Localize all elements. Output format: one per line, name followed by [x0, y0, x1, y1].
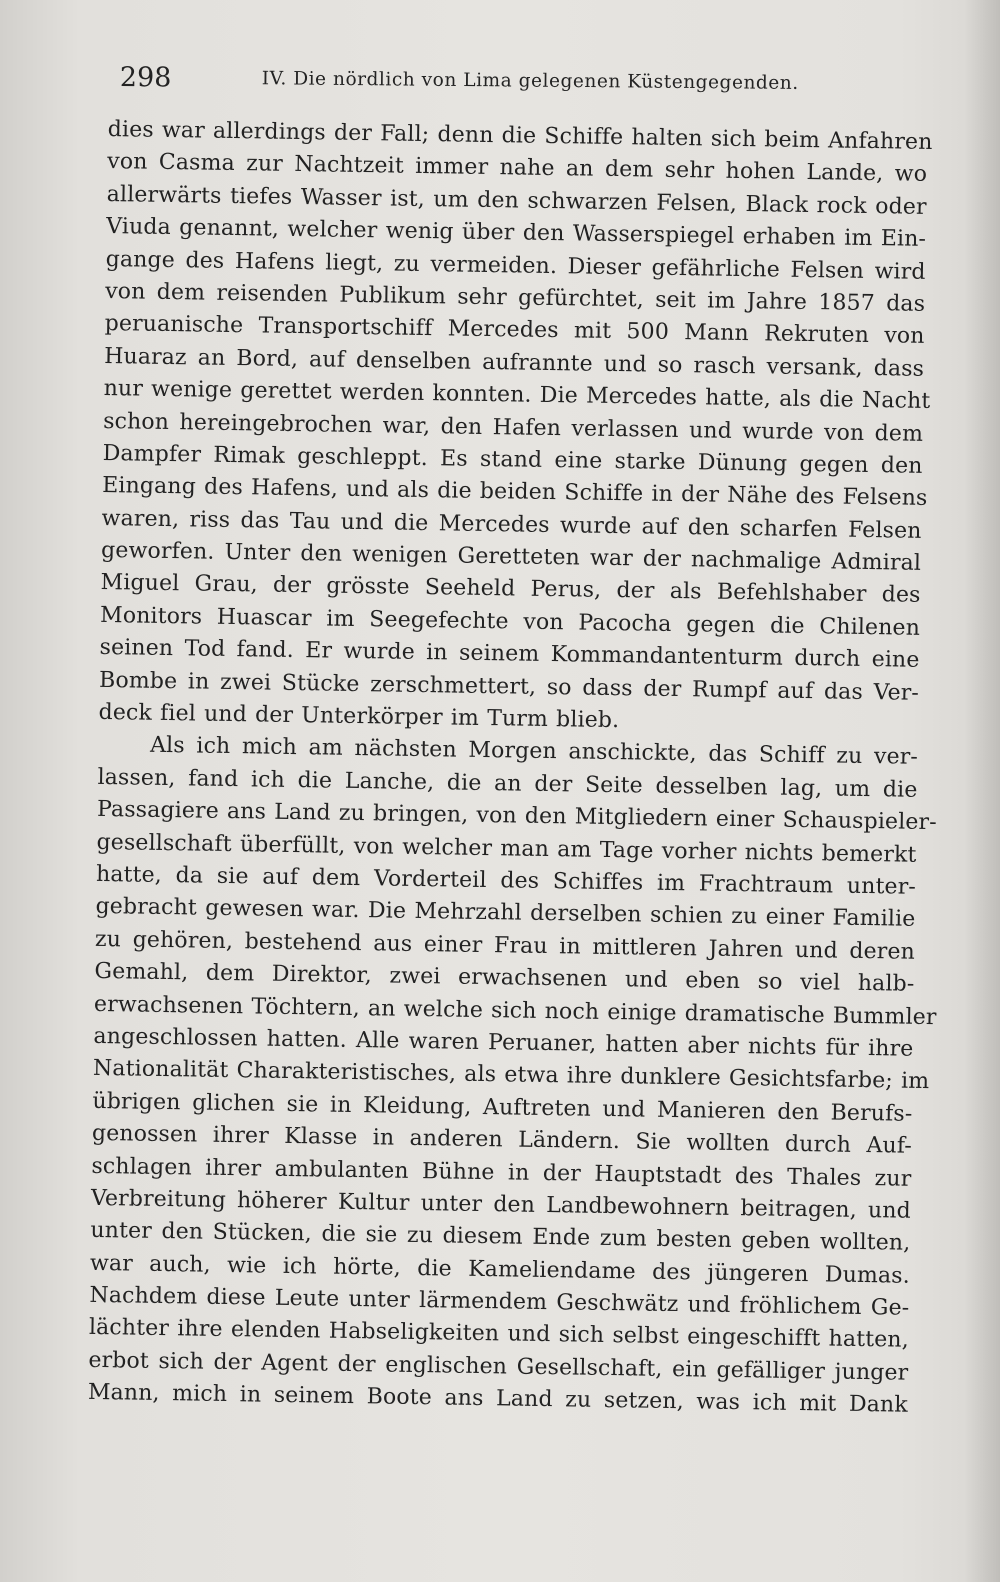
text-line: Eingang des Hafens, und als die beiden Schiffe in der Nähe des Felsens: [101, 473, 928, 512]
text-line: Passagiere ans Land zu bringen, von den Mitgliedern einer Schauspieler-: [96, 797, 937, 836]
text-line: geworfen. Unter den wenigen Geretteten war der nachmalige Admiral: [100, 538, 922, 576]
text-line: erwachsenen Töchtern, an welche sich noch einige dramatische Bummler: [93, 991, 937, 1030]
text-line: peruanische Transportschiff Mercedes mit 500 Mann Rekruten von: [104, 311, 925, 350]
text-line: seinen Tod fand. Er wurde in seinem Kommandantenturm durch eine: [99, 635, 920, 674]
page-number: 298: [119, 62, 172, 94]
text-line: schon hereingebrochen war, den Hafen verlassen und wurde von dem: [102, 408, 924, 447]
text-line: lächter ihre elenden Habseligkeiten und sich selbst eingeschifft hatten,: [88, 1315, 910, 1354]
page-header: [119, 62, 799, 108]
paragraph-end-line: deck fiel und der Unterkörper im Turm blieb.: [98, 699, 620, 734]
text-line: Mann, mich in seinem Boote ans Land zu setzen, was ich mit Dank: [87, 1380, 909, 1418]
text-line: genossen ihrer Klasse in anderen Ländern. Sie wollten durch Auf-: [91, 1120, 913, 1159]
text-line: gebracht gewesen war. Die Mehrzahl derselben schien zu einer Familie: [95, 894, 916, 933]
text-line: lassen, fand ich die Lanche, die an der Seite desselben lag, um die: [97, 764, 918, 803]
body-text: [87, 114, 937, 1422]
text-line: allerwärts tiefes Wasser ist, um den schwarzen Felsen, Black rock oder: [106, 181, 927, 220]
text-line: waren, riss das Tau und die Mercedes wurde auf den scharfen Felsen: [101, 505, 922, 544]
paragraph-start-line: Als ich mich am nächsten Morgen anschickte, das Schiff zu ver-: [149, 733, 919, 771]
text-line: von Casma zur Nachtzeit immer nahe an dem sehr hohen Lande, wo: [107, 149, 928, 188]
text-line: Nachdem diese Leute unter lärmendem Geschwätz und fröhlichem Ge-: [89, 1282, 910, 1321]
text-line: Monitors Huascar im Seegefechte von Pacocha gegen die Chilenen: [99, 602, 921, 641]
text-line: nur wenige gerettet werden konnten. Die Mercedes hatte, als die Nacht: [103, 376, 931, 415]
running-head: IV. Die nördlich von Lima gelegenen Küstengegenden.: [261, 68, 799, 94]
text-line: Verbreitung höherer Kultur unter den Landbewohnern beitragen, und: [90, 1185, 912, 1224]
text-line: gange des Hafens liegt, zu vermeiden. Dieser gefährliche Felsen wird: [105, 246, 926, 285]
text-line: angeschlossen hatten. Alle waren Peruaner, hatten aber nichts für ihre: [93, 1023, 914, 1062]
text-line: Miguel Grau, der grösste Seeheld Perus, der als Befehlshaber des: [100, 570, 921, 609]
text-line: zu gehören, bestehend aus einer Frau in mittleren Jahren und deren: [94, 926, 916, 965]
text-line: schlagen ihrer ambulanten Bühne in der Hauptstadt des Thales zur: [91, 1153, 912, 1192]
text-line: von dem reisenden Publikum sehr gefürchtet, seit im Jahre 1857 das: [105, 278, 926, 317]
text-line: Bombe in zwei Stücke zerschmettert, so dass der Rumpf auf das Ver-: [98, 667, 920, 706]
text-line: erbot sich der Agent der englischen Gesellschaft, ein gefälliger junger: [88, 1347, 909, 1386]
text-line: Viuda genannt, welcher wenig über den Wasserspiegel erhaben im Ein-: [106, 214, 927, 253]
text-line: unter den Stücken, die sie zu diesem Ende zum besten geben wollten,: [90, 1218, 911, 1257]
text-line: Dampfer Rimak geschleppt. Es stand eine starke Dünung gegen den: [102, 440, 923, 479]
text-line: hatte, da sie auf dem Vorderteil des Schiffes im Frachtraum unter-: [95, 861, 917, 900]
text-line: gesellschaft überfüllt, von welcher man am Tage vorher nichts bemerkt: [96, 829, 917, 868]
text-line: war auch, wie ich hörte, die Kameliendame des jüngeren Dumas.: [89, 1250, 911, 1289]
text-line: Huaraz an Bord, auf denselben aufrannte und so rasch versank, dass: [103, 343, 925, 382]
page-edge-shadow: [964, 0, 1000, 1582]
text-line: übrigen glichen sie in Kleidung, Auftreten und Manieren den Berufs-: [92, 1088, 913, 1127]
text-line: Gemahl, dem Direktor, zwei erwachsenen und eben so viel halb-: [94, 959, 915, 997]
text-line: dies war allerdings der Fall; denn die Schiffe halten sich beim Anfahren: [107, 116, 933, 155]
text-line: Nationalität Charakteristisches, als etwa ihre dunklere Gesichtsfarbe; im: [92, 1056, 930, 1095]
